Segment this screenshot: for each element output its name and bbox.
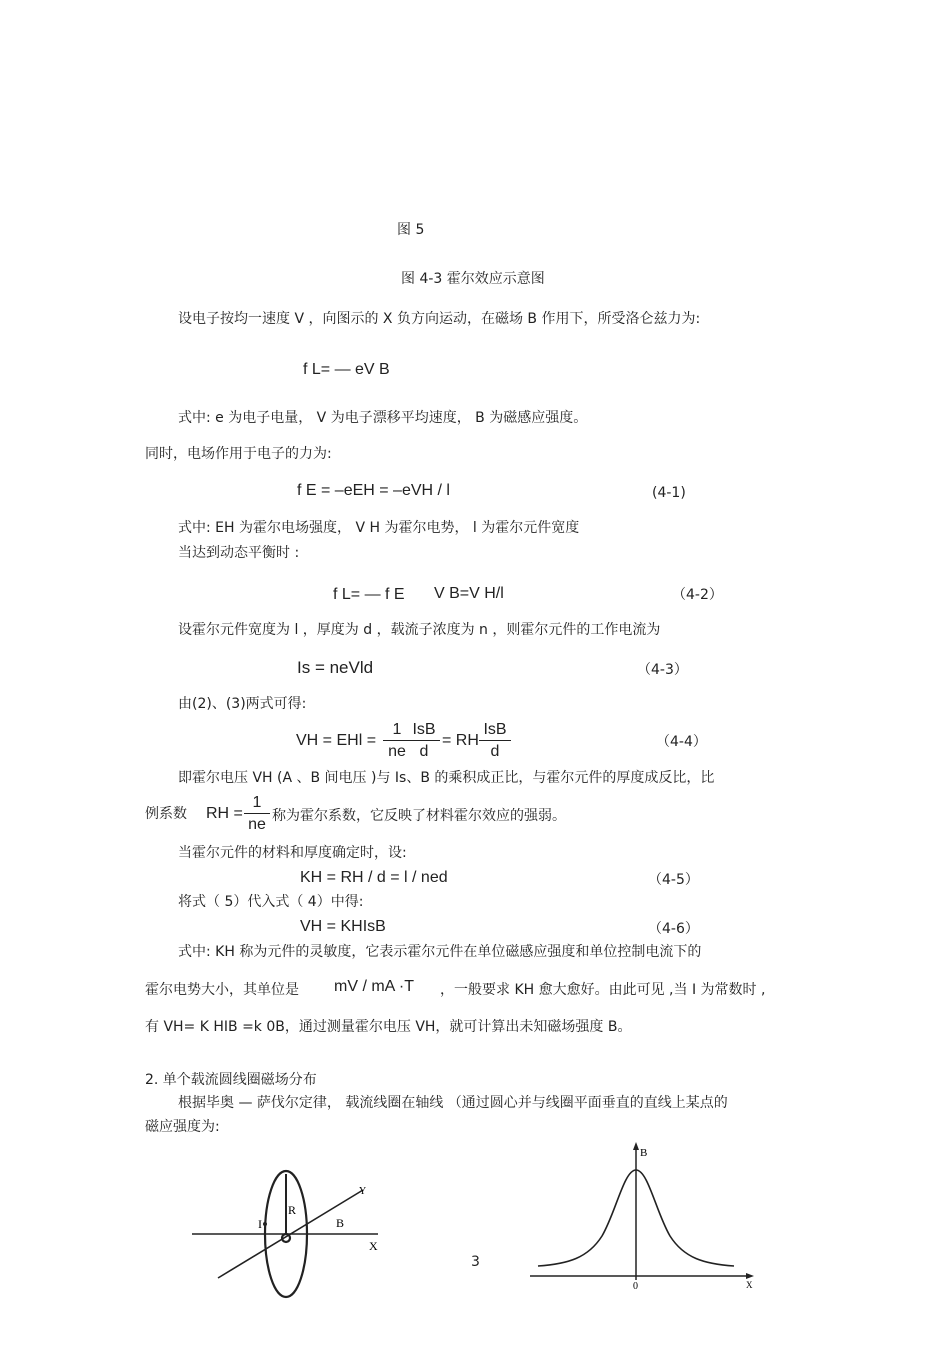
paragraph-sensitivity: 式中: KH 称为元件的灵敏度，它表示霍尔元件在单位磁感应强度和单位控制电流下的 [178,944,702,960]
coil-diagram [188,1162,388,1302]
equation-4-4-fraction-3 [479,720,511,763]
paragraph-where-eh: 式中: EH 为霍尔电场强度， V H 为霍尔电势， l 为霍尔元件宽度 [178,520,580,536]
section-heading-coil: 2. 单个载流圆线圈磁场分布 [145,1072,317,1088]
equation-4-5-number: （4-5） [648,872,699,888]
label-B: B [336,1216,345,1230]
fraction-denominator: ne [388,743,406,760]
field-distribution-plot [528,1140,758,1290]
equation-4-2-number: （4-2） [672,587,723,603]
paragraph-where-e: 式中: e 为电子电量， V 为电子漂移平均速度， B 为磁感应强度。 [178,410,588,426]
equation-4-6-number: （4-6） [648,921,699,937]
hall-coefficient-fraction [244,793,270,836]
equation-4-1-number: (4-1) [652,485,686,501]
sensitivity-unit: mV / mA ·T [334,978,414,995]
equation-4-4-lhs: VH = EHl = [296,732,377,749]
label-Y: Y [359,1186,367,1197]
page-number: 3 [471,1254,480,1270]
label-origin: 0 [633,1281,638,1290]
fraction-denominator: d [490,743,500,760]
figure-5-caption: 图 5 [397,222,425,238]
equation-4-4-mid: = RH [442,732,479,749]
paragraph-substitute: 将式（ 5）代入式（ 4）中得: [178,894,364,910]
label-I: I [258,1217,262,1231]
fraction-denominator: d [419,743,429,760]
equation-4-4-fraction-1 [383,720,411,763]
equation-4-4-number: （4-4） [656,734,707,750]
fraction-numerator: IsB [479,720,511,741]
paragraph-hall-voltage: 即霍尔电压 VH (A 、B 间电压 )与 Is、B 的乘积成正比，与霍尔元件的厚度成反比，比 [178,770,715,786]
label-R: R [288,1203,297,1217]
paragraph-equilibrium: 当达到动态平衡时 : [178,545,300,561]
horizontal-axis-arrow [746,1273,754,1279]
paragraph-coefficient-label: 例系数 [145,806,187,822]
hall-coefficient-symbol: RH = [206,805,243,822]
paragraph-unit-text: ，一般要求 KH 愈大愈好。由此可见 ,当 I 为常数时 , [440,982,766,998]
label-x-axis: X [746,1280,753,1290]
paragraph-electric-force: 同时，电场作用于电子的力为: [145,446,332,462]
fraction-numerator: 1 [244,793,270,814]
equation-4-5: KH = RH / d = l / ned [300,869,448,886]
figure-4-3-caption: 图 4-3 霍尔效应示意图 [401,271,545,287]
fraction-denominator: ne [248,816,266,833]
vertical-axis-arrow [633,1142,639,1150]
label-X: X [369,1239,378,1253]
paragraph-width: 设霍尔元件宽度为 l ，厚度为 d ，载流子浓度为 n ，则霍尔元件的工作电流为 [178,622,661,638]
paragraph-coefficient-text: 称为霍尔系数，它反映了材料霍尔效应的强弱。 [272,808,566,824]
paragraph-biot-savart: 根据毕奥 — 萨伐尔定律， 载流线圈在轴线 （通过圆心并与线圈平面垂直的直线上某点的 [178,1095,728,1111]
equation-4-3-number: （4-3） [637,662,688,678]
paragraph-measure: 有 VH= K HIB =k 0B，通过测量霍尔电压 VH，就可计算出未知磁场强度 B。 [145,1019,632,1035]
current-point [263,1222,267,1226]
paragraph-field-strength: 磁应强度为: [145,1119,220,1135]
fraction-numerator: IsB [408,720,440,741]
paragraph-unit-label: 霍尔电势大小，其单位是 [145,982,299,998]
equation-4-4-fraction-2 [408,720,440,763]
equation-4-2-right: V B=V H/l [434,585,504,602]
paragraph-material: 当霍尔元件的材料和厚度确定时，设: [178,845,407,861]
equation-4-1: f E = –eEH = –eVH / l [297,482,450,499]
paragraph-from-two: 由(2)、(3)两式可得: [178,696,307,712]
equation-4-2-left: f L= — f E [333,586,405,603]
label-B: B [640,1147,648,1159]
equation-lorentz: f L= — eV B [303,361,390,378]
fraction-numerator: 1 [383,720,411,741]
paragraph-velocity: 设电子按均一速度 V ，向图示的 X 负方向运动，在磁场 B 作用下，所受洛仑兹力为: [178,311,701,327]
equation-4-3: Is = neVld [297,658,374,677]
equation-4-6: VH = KHIsB [300,918,386,935]
